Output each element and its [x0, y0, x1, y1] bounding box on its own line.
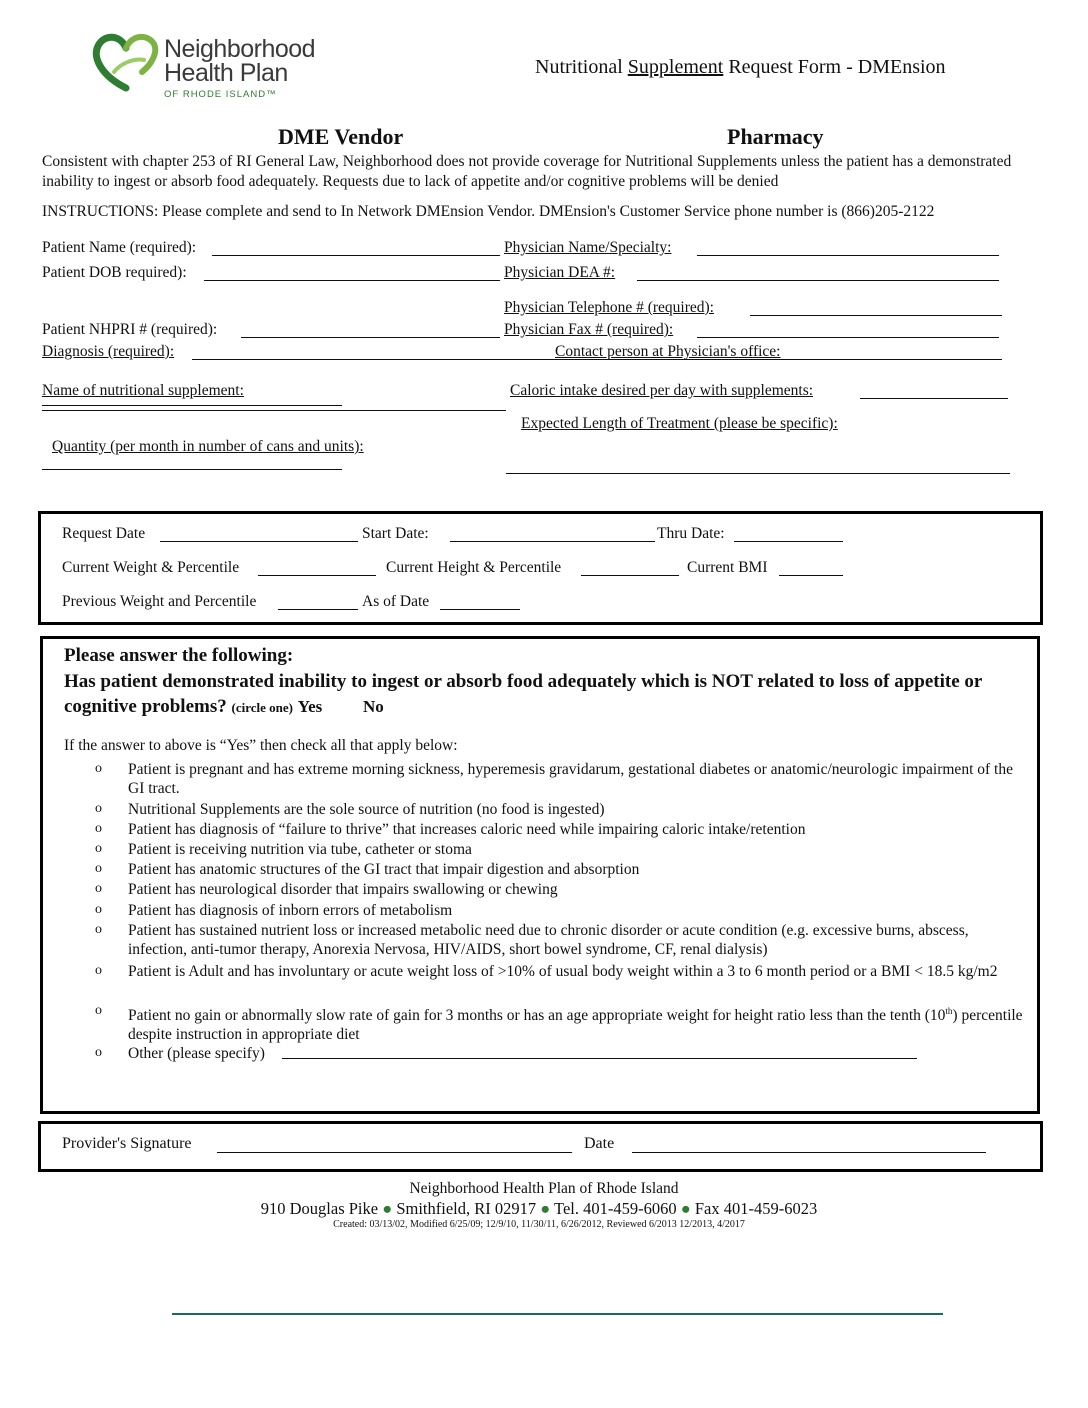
logo-line2: Health Plan: [164, 59, 288, 87]
criteria-other-input[interactable]: [282, 1058, 917, 1059]
current-weight-input[interactable]: [258, 575, 376, 576]
request-date-label: Request Date: [62, 525, 146, 542]
criteria-item-10-sup: th: [945, 1006, 953, 1016]
physician-fax-input[interactable]: [697, 337, 999, 338]
provider-signature-label: Provider's Signature: [62, 1135, 192, 1152]
criteria-other-label: Other (please specify): [128, 1045, 265, 1062]
heart-leaf-logo-icon: [92, 32, 162, 92]
footer-tel: Tel. 401-459-6060: [554, 1199, 677, 1218]
caloric-intake-label: Caloric intake desired per day with supplements:: [510, 382, 814, 399]
thru-date-input[interactable]: [734, 541, 843, 542]
criteria-item-7: Patient has diagnosis of inborn errors of metabolism: [128, 902, 453, 919]
treatment-length-label: Expected Length of Treatment (please be specific):: [521, 415, 838, 432]
patient-name-input[interactable]: [212, 255, 500, 256]
physician-phone-label: Physician Telephone # (required):: [504, 299, 714, 316]
treatment-length-input[interactable]: [506, 473, 1010, 474]
current-weight-label: Current Weight & Percentile: [62, 559, 240, 576]
physician-name-label: Physician Name/Specialty:: [504, 239, 672, 256]
signature-date-label: Date: [584, 1135, 615, 1152]
criteria-item-1: Patient is pregnant and has extreme morning sickness, hyperemesis gravidarum, gestational diabetes or anatomic/neurologic impairment of the GI tract.: [128, 761, 1013, 797]
physician-fax-label: Physician Fax # (required):: [504, 321, 674, 338]
footer-address: 910 Douglas Pike: [260, 1199, 379, 1218]
physician-phone-input[interactable]: [750, 315, 1002, 316]
footer-fax: Fax 401-459-6023: [694, 1199, 818, 1218]
current-bmi-input[interactable]: [779, 575, 843, 576]
previous-weight-input[interactable]: [278, 609, 358, 610]
criteria-checkbox-3[interactable]: o: [95, 821, 102, 836]
criteria-item-10-post: ) percentile despite instruction in appropriate diet: [128, 1007, 1023, 1044]
caloric-intake-input[interactable]: [860, 398, 1008, 399]
pharmacy-heading: Pharmacy: [727, 124, 824, 149]
provider-signature-input[interactable]: [217, 1152, 572, 1153]
criteria-item-9: Patient is Adult and has involuntary or acute weight loss of >10% of usual body weight within a 3 to 6 month period or a BMI < 18.5 kg/m2: [128, 963, 998, 980]
dme-vendor-heading: DME Vendor: [278, 124, 404, 149]
criteria-item-4: Patient is receiving nutrition via tube, catheter or stoma: [128, 841, 472, 858]
signature-date-input[interactable]: [632, 1152, 986, 1153]
physician-name-input[interactable]: [697, 255, 999, 256]
logo-line1: Neighborhood: [164, 35, 316, 63]
current-bmi-label: Current BMI: [687, 559, 768, 576]
form-title: [535, 56, 946, 79]
criteria-checkbox-other[interactable]: o: [95, 1045, 102, 1060]
thru-date-label: Thru Date:: [657, 525, 725, 542]
physician-dea-label: Physician DEA #:: [504, 264, 616, 281]
patient-dob-input[interactable]: [204, 280, 500, 281]
footer-dot-3: ●: [680, 1199, 691, 1218]
patient-name-label: Patient Name (required):: [42, 239, 197, 256]
contact-person-label: Contact person at Physician's office:: [555, 343, 781, 360]
form-title-pre: Nutritional: [535, 56, 628, 78]
as-of-date-label: As of Date: [362, 593, 430, 610]
supplement-name-input-2[interactable]: [42, 410, 506, 411]
previous-weight-label: Previous Weight and Percentile: [62, 593, 257, 610]
criteria-checkbox-8[interactable]: o: [95, 922, 102, 937]
criteria-checkbox-2[interactable]: o: [95, 801, 102, 816]
footer-org: Neighborhood Health Plan of Rhode Island: [409, 1180, 679, 1197]
quantity-input[interactable]: [42, 469, 342, 470]
quantity-label: Quantity (per month in number of cans and units):: [52, 438, 364, 455]
instructions-text: INSTRUCTIONS: Please complete and send to In Network DMEnsion Vendor. DMEnsion's Customer Service phone number is (866)205-2122: [42, 203, 935, 220]
form-title-underlined: Supplement: [627, 56, 724, 78]
criteria-item-8: Patient has sustained nutrient loss or increased metabolic need due to chronic disorder or acute condition (e.g. excessive burns, abscess, infection, anti-tumor therapy, Anorexia Nervosa, HIV/AIDS, short bowel syndrome, CF, renal dialysis): [128, 922, 969, 958]
criteria-checkbox-5[interactable]: o: [95, 861, 102, 876]
as-of-date-input[interactable]: [440, 609, 520, 610]
footer-dot-1: ●: [382, 1199, 393, 1218]
footer-address-line: [0, 1199, 1078, 1219]
current-height-label: Current Height & Percentile: [386, 559, 562, 576]
criteria-checkbox-9[interactable]: o: [95, 963, 102, 978]
criteria-item-10-pre: Patient no gain or abnormally slow rate of gain for 3 months or has an age appropriate weight for height ratio less than the tenth (10: [128, 1007, 946, 1025]
physician-dea-input[interactable]: [637, 280, 999, 281]
request-date-input[interactable]: [160, 541, 358, 542]
footer-city: Smithfield, RI 02917: [396, 1199, 537, 1218]
logo: [92, 32, 342, 107]
criteria-item-10: [128, 1002, 1028, 1044]
supplement-name-label: Name of nutritional supplement:: [42, 382, 244, 399]
footer-dates: Created: 03/13/02, Modified 6/25/09; 12/9/10, 11/30/11, 6/26/2012, Reviewed 6/2013 12/2013, 4/2017: [333, 1219, 745, 1230]
answer-no[interactable]: No: [363, 697, 384, 716]
criteria-item-2: Nutritional Supplements are the sole source of nutrition (no food is ingested): [128, 801, 605, 818]
main-question: [64, 669, 1024, 720]
criteria-checkbox-7[interactable]: o: [95, 902, 102, 917]
intro-text: Consistent with chapter 253 of RI General Law, Neighborhood does not provide coverage for Nutritional Supplements unless the patient has a demonstrated inability to ingest or absorb food adequately. Requests due to lack of appetite and/or cognitive problems will be denied: [42, 153, 1012, 190]
questions-heading: Please answer the following:: [64, 645, 294, 666]
main-question-text: Has patient demonstrated inability to ingest or absorb food adequately which is NOT related to loss of appetite or cognitive problems?: [64, 671, 983, 717]
criteria-checkbox-4[interactable]: o: [95, 841, 102, 856]
criteria-checkbox-6[interactable]: o: [95, 881, 102, 896]
circle-one-note: (circle one): [231, 700, 293, 715]
answer-yes[interactable]: Yes: [297, 697, 323, 716]
criteria-checkbox-1[interactable]: o: [95, 761, 102, 776]
criteria-item-6: Patient has neurological disorder that impairs swallowing or chewing: [128, 881, 558, 898]
supplement-name-input-1[interactable]: [42, 405, 342, 406]
start-date-label: Start Date:: [362, 525, 429, 542]
criteria-checkbox-10[interactable]: o: [95, 1003, 102, 1018]
form-title-post: Request Form - DMEnsion: [723, 56, 946, 78]
footer-rule: [172, 1313, 943, 1315]
if-yes-instruction: If the answer to above is “Yes” then check all that apply below:: [64, 737, 458, 754]
patient-dob-label: Patient DOB required):: [42, 264, 187, 281]
logo-line3: OF RHODE ISLAND™: [164, 89, 277, 100]
patient-nhpri-label: Patient NHPRI # (required):: [42, 321, 218, 338]
criteria-item-3: Patient has diagnosis of “failure to thrive” that increases caloric need while impairing caloric intake/retention: [128, 821, 806, 838]
criteria-item-5: Patient has anatomic structures of the GI tract that impair digestion and absorption: [128, 861, 640, 878]
start-date-input[interactable]: [450, 541, 655, 542]
diagnosis-label: Diagnosis (required):: [42, 343, 175, 360]
current-height-input[interactable]: [581, 575, 679, 576]
patient-nhpri-input[interactable]: [241, 337, 500, 338]
footer-dot-2: ●: [540, 1199, 551, 1218]
